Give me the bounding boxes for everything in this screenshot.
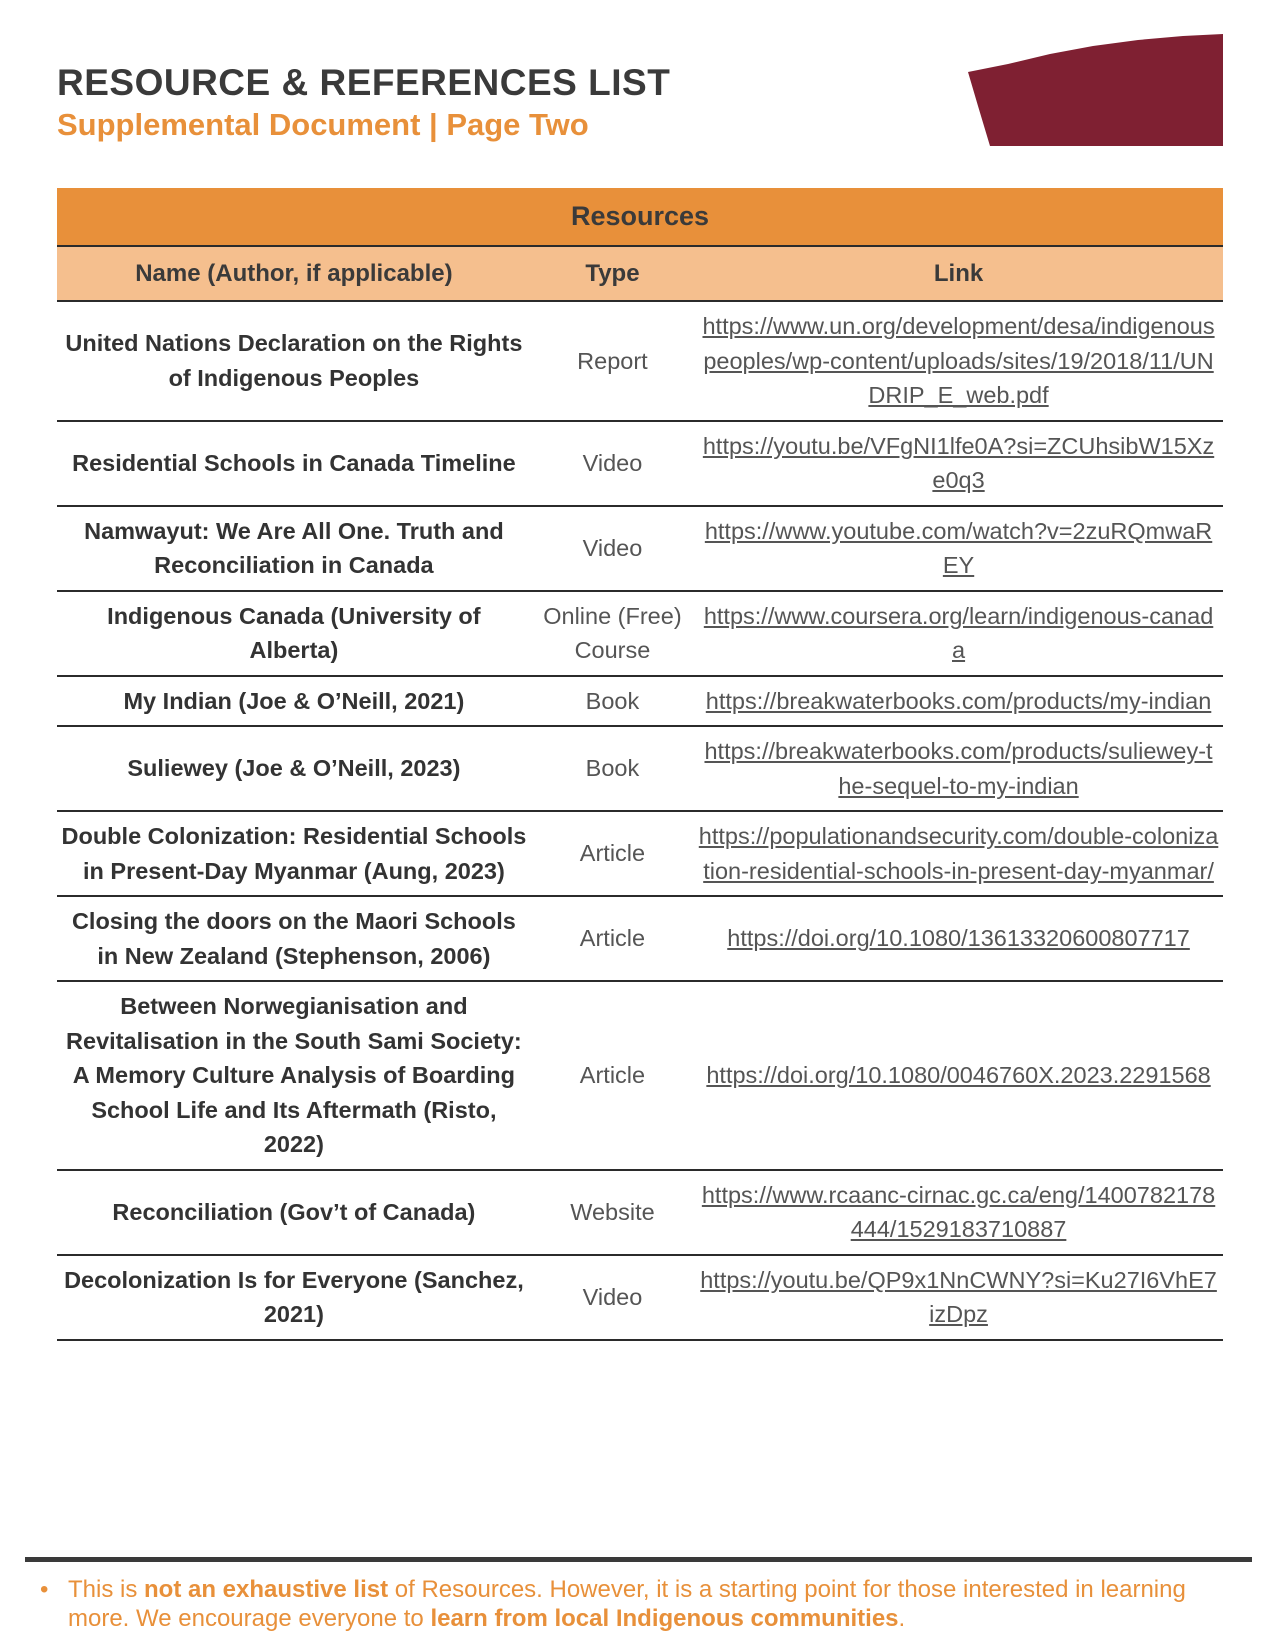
resource-link[interactable]: https://www.coursera.org/learn/indigenous-canada [703,602,1214,663]
resource-type: Book [531,676,694,727]
resource-type: Video [531,506,694,591]
resource-type: Report [531,301,694,421]
page-title: RESOURCE & REFERENCES LIST [57,62,671,103]
resource-type: Article [531,896,694,981]
page-subtitle: Supplemental Document | Page Two [57,107,589,142]
note-emphasis-2: learn from local Indigenous communities [430,1605,899,1632]
resource-name: Reconciliation (Gov’t of Canada) [57,1170,531,1255]
table-row [57,981,1223,1170]
resource-name: Residential Schools in Canada Timeline [57,421,531,506]
resource-type: Article [531,981,694,1170]
table-row [57,301,1223,421]
resource-name: United Nations Declaration on the Rights of Indigenous Peoples [57,301,531,421]
resource-type: Article [531,811,694,896]
resources-table [57,188,1223,1341]
resource-name: My Indian (Joe & O’Neill, 2021) [57,676,531,727]
resource-type: Online (Free) Course [531,591,694,676]
table-row [57,506,1223,591]
resource-link[interactable]: https://doi.org/10.1080/13613320600807717 [727,925,1190,952]
resource-name: Between Norwegianisation and Revitalisation in the South Sami Society: A Memory Culture Analysis of Boarding School Life and Its Aftermath (Risto, 2022) [57,981,531,1170]
table-row [57,591,1223,676]
resource-name: Suliewey (Joe & O’Neill, 2023) [57,726,531,811]
resource-link[interactable]: https://doi.org/10.1080/0046760X.2023.2291568 [706,1062,1211,1088]
resource-link[interactable]: https://youtu.be/VFgNI1lfe0A?si=ZCUhsibW15Xze0q3 [702,432,1215,493]
table-row [57,676,1223,727]
resource-link[interactable]: https://breakwaterbooks.com/products/suliewey-the-sequel-to-my-indian [704,738,1213,799]
column-header-link: Link [694,246,1223,301]
table-row [57,1255,1223,1340]
table-row [57,811,1223,896]
resource-link[interactable]: https://populationandsecurity.com/double-colonization-residential-schools-in-present-day-myanmar/ [698,823,1219,884]
table-row [57,1170,1223,1255]
resource-link[interactable]: https://www.rcaanc-cirnac.gc.ca/eng/1400782178444/1529183710887 [701,1181,1216,1242]
column-header-type: Type [531,246,694,301]
column-header-name: Name (Author, if applicable) [57,246,531,301]
resource-type: Video [531,1255,694,1340]
table-row [57,726,1223,811]
note-text-1: This is [68,1576,145,1603]
note-emphasis-1: not an exhaustive list [144,1576,389,1603]
resource-name: Namwayut: We Are All One. Truth and Reconciliation in Canada [57,506,531,591]
table-section-title: Resources [57,188,1223,246]
university-logo [968,34,1223,184]
footer-note [40,1575,1250,1633]
table-row [57,896,1223,981]
resource-name: Indigenous Canada (University of Alberta) [57,591,531,676]
note-text-2: of Resources. However, it is a starting point for those interested in learning more. We encourage everyone to [68,1576,1186,1632]
resource-link[interactable]: https://www.un.org/development/desa/indigenouspeoples/wp-content/uploads/sites/19/2018/11/UNDRIP_E_web.pdf [702,313,1215,408]
note-text-3: . [898,1605,906,1632]
resource-name: Closing the doors on the Maori Schools in New Zealand (Stephenson, 2006) [57,896,531,981]
table-row [57,421,1223,506]
resource-link[interactable]: https://breakwaterbooks.com/products/my-indian [705,687,1212,714]
bullet-icon: • [40,1576,49,1603]
resource-type: Video [531,421,694,506]
footer-divider [25,1557,1252,1562]
resource-type: Website [531,1170,694,1255]
logo-word-memorial: MEMORIAL [982,154,1156,184]
logo-flag-shape [968,34,1223,146]
resource-link[interactable]: https://youtu.be/QP9x1NnCWNY?si=Ku27I6VhE7izDpz [700,1266,1217,1327]
resource-name: Decolonization Is for Everyone (Sanchez, 2021) [57,1255,531,1340]
resource-link[interactable]: https://www.youtube.com/watch?v=2zuRQmwaREY [704,517,1213,578]
resource-type: Book [531,726,694,811]
resource-name: Double Colonization: Residential Schools in Present-Day Myanmar (Aung, 2023) [57,811,531,896]
